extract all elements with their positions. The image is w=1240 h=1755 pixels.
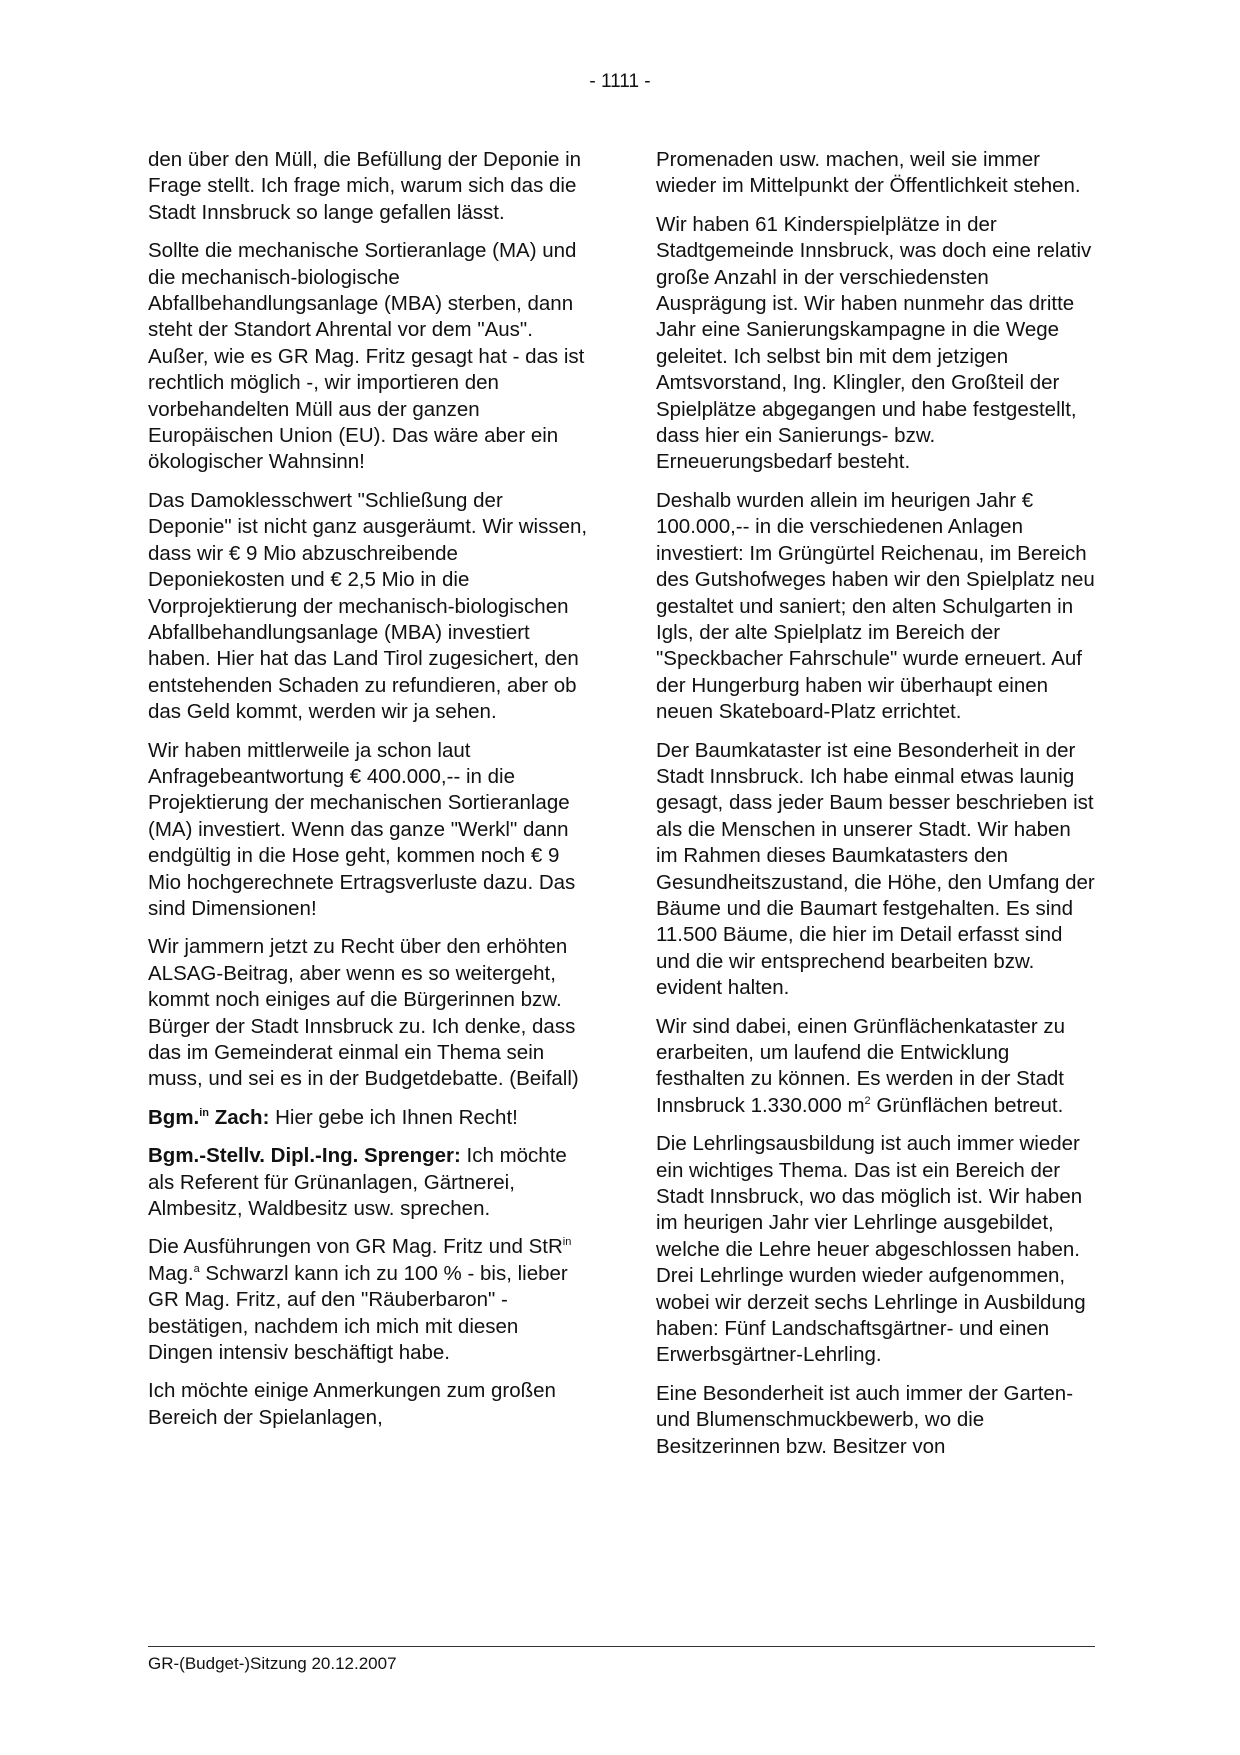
speaker-name: Bgm.-Stellv. Dipl.-Ing. Sprenger: bbox=[148, 1144, 461, 1168]
paragraph: Ich möchte einige Anmerkungen zum großen Bereich der Spielanlagen, bbox=[148, 1379, 556, 1429]
text-run: Schwarzl kann ich zu 100 % - bis, lieber GR Mag. Fritz, auf den "Räuberbaron" - bestätigen, nachdem ich mich mit diesen Dingen intensiv beschäftigt habe. bbox=[148, 1261, 568, 1365]
deputy-statement bbox=[148, 1143, 588, 1222]
statement-text: Ich möchte als Referent für Grünanlagen, Gärtnerei, Almbesitz, Waldbesitz usw. sprechen. bbox=[148, 1144, 567, 1221]
text-run: Grünflächen betreut. bbox=[870, 1093, 1064, 1117]
superscript: in bbox=[199, 1106, 210, 1119]
paragraph: Promenaden usw. machen, weil sie immer wieder im Mittelpunkt der Öffentlichkeit stehen. bbox=[656, 148, 1081, 198]
left-column bbox=[148, 145, 588, 1443]
speaker-name bbox=[148, 1106, 269, 1129]
paragraph: Eine Besonderheit ist auch immer der Garten- und Blumenschmuckbewerb, wo die Besitzerinnen bzw. Besitzer von bbox=[656, 1381, 1074, 1458]
superscript: 2 bbox=[864, 1094, 871, 1107]
paragraph: Der Baumkataster ist eine Besonderheit in der Stadt Innsbruck. Ich habe einmal etwas launig gesagt, dass jeder Baum besser beschrieben ist als die Menschen in unserer Stadt. Wir haben im Rahmen dieses Baumkatasters den Gesundheitszustand, die Höhe, den Umfang der Bäume und die Baumart festgehalten. Es sind 11.500 Bäume, die hier im Detail erfasst sind und die wir entsprechend bearbeiten bzw. evident halten. bbox=[656, 738, 1095, 1000]
speaker-surname: Zach: bbox=[209, 1105, 270, 1129]
superscript: a bbox=[193, 1263, 200, 1276]
page-number: - 1111 - bbox=[589, 71, 651, 92]
paragraph: Wir haben 61 Kinderspielplätze in der Stadtgemeinde Innsbruck, was doch eine relativ große Anzahl in der verschiedensten Ausprägung ist. Wir haben nunmehr das dritte Jahr eine Sanierungskampagne in die Wege geleitet. Ich selbst bin mit dem jetzigen Amtsvorstand, Ing. Klingler, den Großteil der Spielplätze abgegangen und habe festgestellt, dass hier ein Sanierungs- bzw. Erneuerungsbedarf besteht. bbox=[656, 212, 1092, 474]
superscript: in bbox=[562, 1236, 572, 1249]
right-column bbox=[656, 145, 1096, 1472]
paragraph: Das Damoklesschwert "Schließung der Deponie" ist nicht ganz ausgeräumt. Wir wissen, dass wir € 9 Mio abzuschreibende Deponiekosten und € 2,5 Mio in die Vorprojektierung der mechanisch-biologischen Abfallbehandlungsanlage (MBA) investiert haben. Hier hat das Land Tirol zugesichert, den entstehenden Schaden zu refundieren, aber ob das Geld kommt, werden wir ja sehen. bbox=[148, 488, 588, 724]
paragraph: den über den Müll, die Befüllung der Deponie in Frage stellt. Ich frage mich, warum sich das die Stadt Innsbruck so lange gefallen lässt. bbox=[148, 148, 582, 224]
paragraph: Deshalb wurden allein im heurigen Jahr € 100.000,-- in die verschiedenen Anlagen investiert: Im Grüngürtel Reichenau, im Bereich des Gutshofweges haben wir den Spielplatz neu gestaltet und saniert; den alten Schulgarten in Igls, der alte Spielplatz im Bereich der "Speckbacher Fahrschule" wurde erneuert. Auf der Hungerburg haben wir überhaupt einen neuen Skateboard-Platz errichtet. bbox=[656, 488, 1095, 724]
paragraph: Wir haben mittlerweile ja schon laut Anfragebeantwortung € 400.000,-- in die Projektierung der mechanischen Sortieranlage (MA) investiert. Wenn das ganze "Werkl" dann endgültig in die Hose geht, kommen noch € 9 Mio hochgerechnete Ertragsverluste dazu. Das sind Dimensionen! bbox=[148, 738, 576, 920]
mayor-statement bbox=[148, 1105, 588, 1131]
text-run: Die Ausführungen von GR Mag. Fritz und StR bbox=[148, 1235, 563, 1259]
paragraph: Wir jammern jetzt zu Recht über den erhöhten ALSAG-Beitrag, aber wenn es so weitergeht, kommt noch einiges auf die Bürgerinnen bzw. Bürger der Stadt Innsbruck zu. Ich denke, dass das im Gemeinderat einmal ein Thema sein muss, und sei es in der Budgetdebatte. (Beifall) bbox=[148, 935, 579, 1091]
paragraph bbox=[656, 1014, 1096, 1120]
paragraph bbox=[148, 1234, 588, 1366]
speaker-title: Bgm. bbox=[148, 1105, 200, 1129]
footer-text: GR-(Budget-)Sitzung 20.12.2007 bbox=[148, 1654, 397, 1673]
footer-divider bbox=[148, 1646, 1095, 1647]
paragraph: Sollte die mechanische Sortieranlage (MA) und die mechanisch-biologische Abfallbehandlungsanlage (MBA) sterben, dann steht der Standort Ahrental vor dem "Aus". Außer, wie es GR Mag. Fritz gesagt hat - das ist rechtlich möglich -, wir importieren den vorbehandelten Müll aus der ganzen Europäischen Union (EU). Das wäre aber ein ökologischer Wahnsinn! bbox=[148, 239, 585, 474]
statement-text: Hier gebe ich Ihnen Recht! bbox=[269, 1105, 518, 1129]
text-run: Wir sind dabei, einen Grünflächenkataster zu erarbeiten, um laufend die Entwicklung festhalten zu können. Es werden in der Stadt Innsbruck 1.330.000 m bbox=[656, 1014, 1066, 1117]
paragraph: Die Lehrlingsausbildung ist auch immer wieder ein wichtiges Thema. Das ist ein Bereich der Stadt Innsbruck, wo das möglich ist. Wir haben im heurigen Jahr vier Lehrlinge ausgebildet, welche die Lehre heuer abgeschlossen haben. Drei Lehrlinge wurden wieder aufgenommen, wobei wir derzeit sechs Lehrlinge in Ausbildung haben: Fünf Landschaftsgärtner- und einen Erwerbsgärtner-Lehrling. bbox=[656, 1132, 1086, 1367]
text-run: Mag. bbox=[148, 1261, 194, 1285]
